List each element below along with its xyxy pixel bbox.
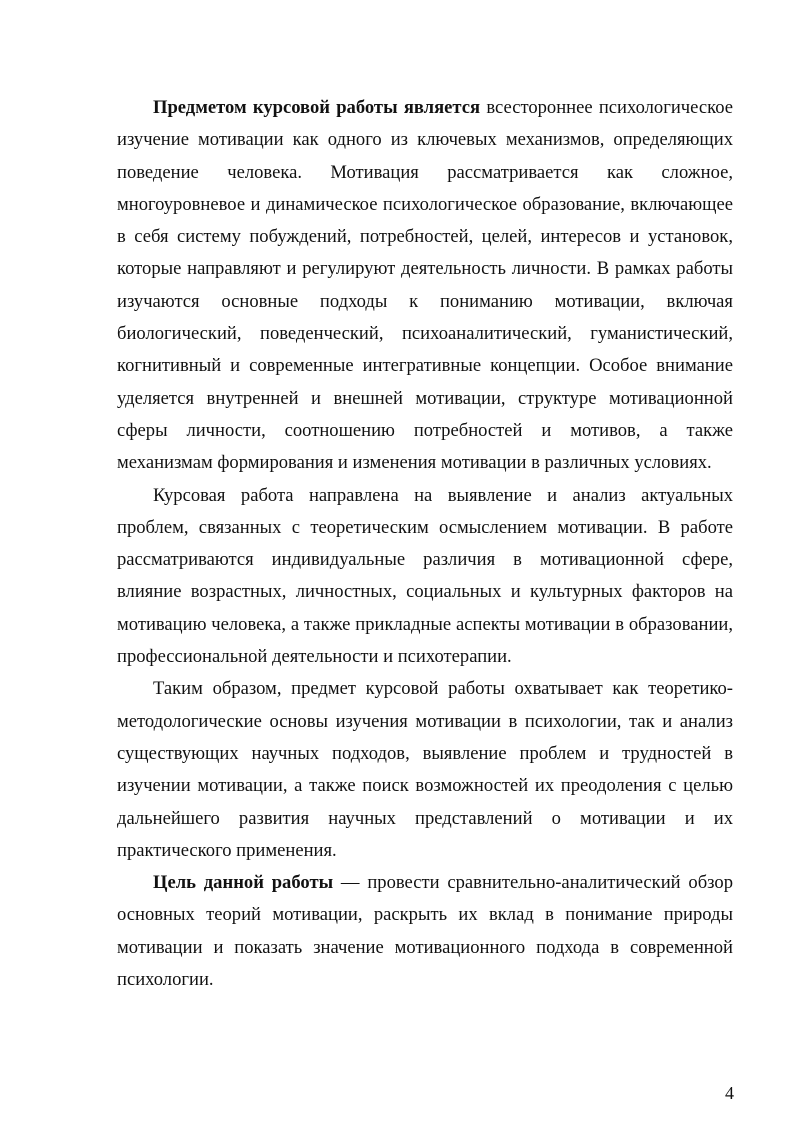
paragraph-goal-lead: Цель данной работы <box>153 872 334 894</box>
paragraph-focus <box>117 480 733 674</box>
paragraph-summary <box>117 673 733 867</box>
paragraph-goal-text: — провести сравнительно-аналитический обзор основных теорий мотивации, раскрыть их вклад в понимание природы мотивации и показать значение мотивационного подхода в современной психологии. <box>117 872 734 991</box>
paragraph-summary-text: Таким образом, предмет курсовой работы охватывает как теоретико-методологические основы изучения мотивации в психологии, так и анализ существующих научных подходов, выявление проблем и трудностей в изучении мотивации, а также поиск возможностей их преодоления с целью дальнейшего развития научных представлений о мотивации и их практического применения. <box>117 678 733 861</box>
paragraph-subject-lead: Предметом курсовой работы является <box>153 97 481 118</box>
paragraph-goal <box>117 867 733 996</box>
page-body <box>117 92 733 996</box>
page-number: 4 <box>725 1083 734 1103</box>
paragraph-subject <box>117 92 733 480</box>
paragraph-focus-text: Курсовая работа направлена на выявление и анализ актуальных проблем, связанных с теоретическим осмыслением мотивации. В работе рассматриваются индивидуальные различия в мотивационной сфере, влияние возрастных, личностных, социальных и культурных факторов на мотивацию человека, а также прикладные аспекты мотивации в образовании, профессиональной деятельности и психотерапии. <box>117 484 733 668</box>
paragraph-subject-text: всестороннее психологическое изучение мотивации как одного из ключевых механизмов, определяющих поведение человека. Мотивация рассматривается как сложное, многоуровневое и динамическое психологическое образование, включающее в себя систему побуждений, потребностей, целей, интересов и установок, которые направляют и регулируют деятельность личности. В рамках работы изучаются основные подходы к пониманию мотивации, включая биологический, поведенческий, психоаналитический, гуманистический, когнитивный и современные интегративные концепции. Особое внимание уделяется внутренней и внешней мотивации, структуре мотивационной сферы личности, соотношению потребностей и мотивов, а также механизмам формирования и изменения мотивации в различных условиях. <box>117 97 733 474</box>
